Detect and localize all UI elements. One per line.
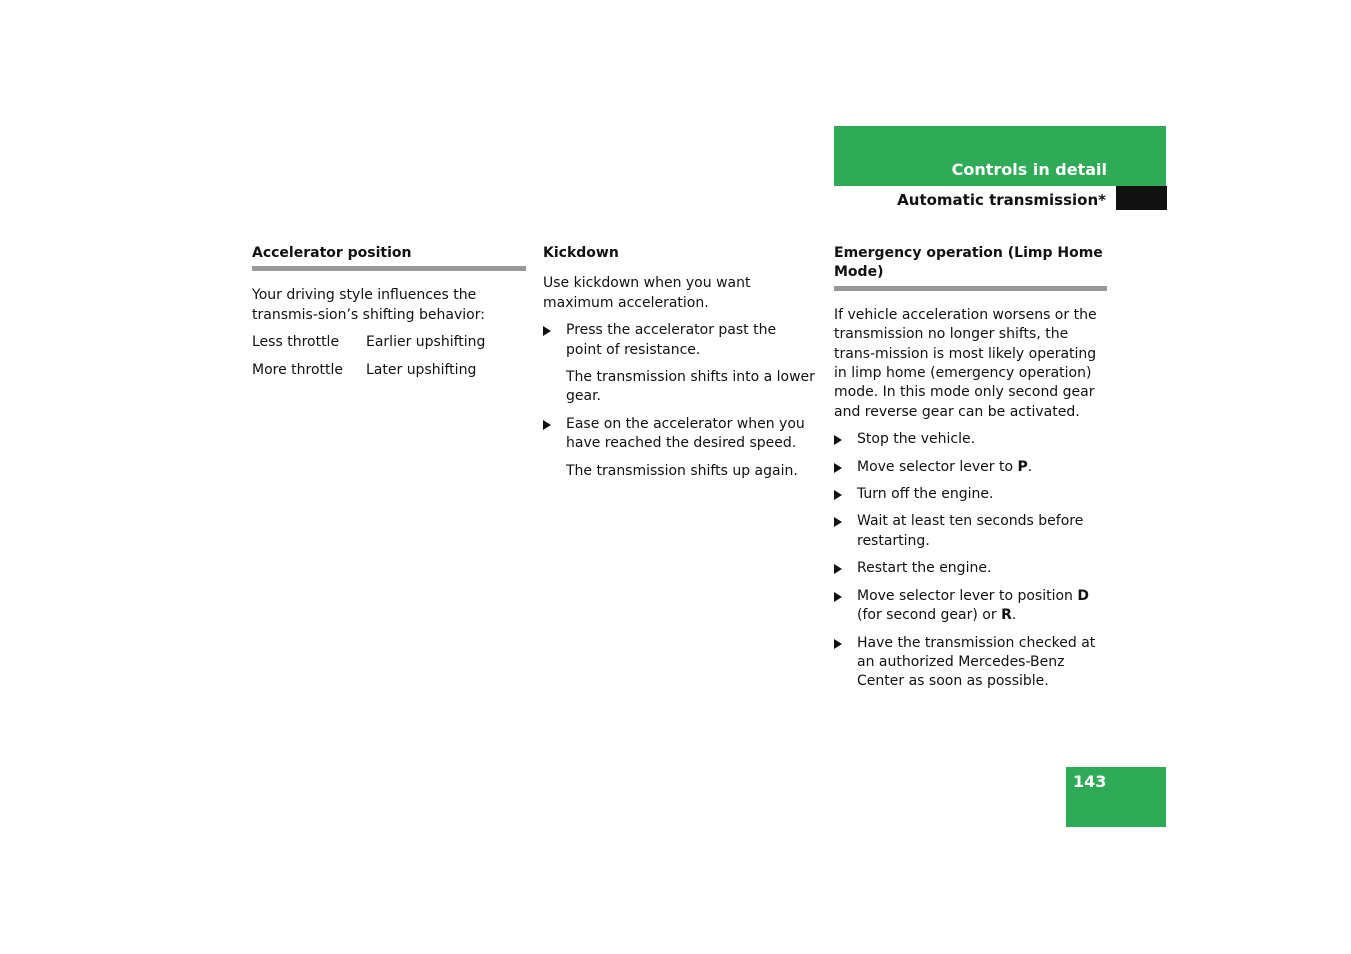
accelerator-section bbox=[252, 244, 526, 388]
instruction-step bbox=[543, 415, 815, 454]
instruction-step bbox=[834, 587, 1107, 626]
step-text: Move selector lever to bbox=[857, 458, 1018, 475]
triangle-bullet-icon bbox=[834, 463, 842, 473]
page-number: 143 bbox=[1073, 772, 1107, 791]
step-text: Restart the engine. bbox=[857, 560, 992, 577]
instruction-step bbox=[834, 485, 1107, 504]
accelerator-intro: Your driving style influences the transmis-sion’s shifting behavior: bbox=[252, 287, 485, 323]
step-text: . bbox=[1027, 458, 1033, 475]
step-text: Wait at least ten seconds before restarting. bbox=[857, 513, 1084, 549]
step-text: Press the accelerator past the point of resistance. bbox=[566, 322, 777, 358]
kickdown-section bbox=[543, 244, 815, 489]
step-result: The transmission shifts up again. bbox=[566, 462, 798, 479]
triangle-bullet-icon bbox=[834, 639, 842, 649]
emergency-heading: Emergency operation (Limp Home Mode) bbox=[834, 245, 1103, 281]
step-result: The transmission shifts into a lower gear. bbox=[566, 369, 815, 405]
page-number-tab bbox=[1066, 767, 1166, 827]
kickdown-heading: Kickdown bbox=[543, 245, 619, 261]
section-marker bbox=[1116, 186, 1167, 210]
throttle-label: Less throttle bbox=[252, 334, 340, 351]
instruction-step bbox=[834, 634, 1107, 692]
step-text: (for second gear) or bbox=[857, 607, 1002, 624]
instruction-step bbox=[834, 512, 1107, 551]
kickdown-intro: Use kickdown when you want maximum acceleration. bbox=[543, 275, 751, 311]
throttle-label: More throttle bbox=[252, 361, 344, 378]
triangle-bullet-icon bbox=[834, 517, 842, 527]
heading-spacer bbox=[543, 266, 815, 274]
section-title: Automatic transmission* bbox=[897, 191, 1106, 209]
emergency-intro: If vehicle acceleration worsens or the transmission no longer shifts, the trans-mission is most likely operating in limp home (emergency operation) mode. In this mode only second gear and reverse gear can be activated. bbox=[834, 306, 1097, 420]
step-text: Ease on the accelerator when you have reached the desired speed. bbox=[566, 415, 805, 452]
instruction-step bbox=[834, 458, 1107, 477]
step-text: Stop the vehicle. bbox=[857, 431, 976, 448]
instruction-step bbox=[543, 321, 815, 360]
heading-rule bbox=[252, 266, 526, 271]
gear-r: R bbox=[1001, 607, 1012, 624]
triangle-bullet-icon bbox=[543, 420, 551, 430]
instruction-step bbox=[834, 430, 1107, 449]
triangle-bullet-icon bbox=[834, 592, 842, 602]
triangle-bullet-icon bbox=[543, 326, 551, 336]
triangle-bullet-icon bbox=[834, 435, 842, 445]
step-text: Turn off the engine. bbox=[857, 486, 994, 503]
triangle-bullet-icon bbox=[834, 490, 842, 500]
table-row bbox=[252, 333, 526, 352]
triangle-bullet-icon bbox=[834, 564, 842, 574]
throttle-table bbox=[252, 333, 526, 380]
heading-rule bbox=[834, 286, 1107, 291]
step-text: . bbox=[1011, 607, 1017, 624]
chapter-title: Controls in detail bbox=[951, 160, 1107, 179]
shift-behavior: Later upshifting bbox=[366, 361, 477, 378]
accelerator-heading: Accelerator position bbox=[252, 245, 412, 261]
chapter-tab bbox=[834, 126, 1166, 186]
table-row bbox=[252, 361, 526, 380]
gear-d: D bbox=[1077, 587, 1090, 604]
shift-behavior: Earlier upshifting bbox=[366, 334, 486, 351]
step-text: Have the transmission checked at an authorized Mercedes-Benz Center as soon as possible. bbox=[857, 634, 1096, 690]
step-text: Move selector lever to position bbox=[857, 587, 1078, 604]
gear-p: P bbox=[1017, 458, 1028, 475]
emergency-section bbox=[834, 244, 1107, 700]
instruction-step bbox=[834, 559, 1107, 578]
